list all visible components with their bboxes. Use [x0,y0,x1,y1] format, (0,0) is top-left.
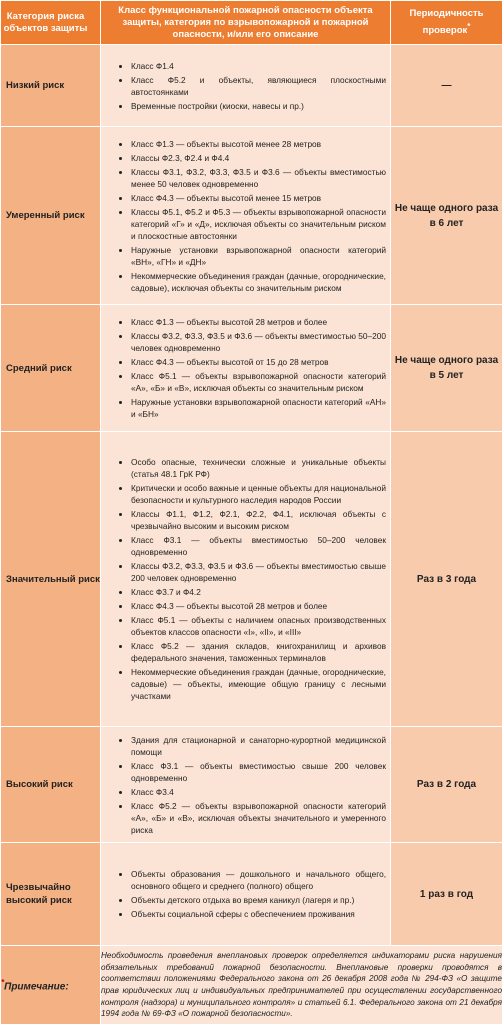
object-class-item: • Здания для стационарной и санаторно-курортной медицинской помощи [131,734,386,758]
object-class-item: • Класс Ф5.2 и объекты, являющиеся плоскостными автостоянками [131,74,386,98]
inspection-period: — [391,45,502,127]
object-class-item: • Наружные установки взрывопожарной опасности категорий «АН» и «БН» [131,396,386,420]
risk-category: Умеренный риск [1,127,101,305]
table-row [1,305,502,432]
object-class-item: • Наружные установки взрывопожарной опасности категорий «ВН», «ГН» и «ДН» [131,244,386,268]
object-class-item: • Класс Ф4.3 — объекты высотой менее 15 метров [131,192,386,204]
table-row [1,432,502,727]
object-class-item: • Класс Ф3.4 [131,786,386,798]
inspection-period: Раз в 2 года [391,727,502,843]
risk-category: Низкий риск [1,45,101,127]
table-row [1,45,502,127]
object-class-item: • Класс Ф1.4 [131,60,386,72]
object-class-item: • Класс Ф4.3 — объекты высотой 28 метров и более [131,600,386,612]
object-class-item: • Класс Ф4.3 — объекты высотой от 15 до 28 метров [131,356,386,368]
note-label-cell [1,946,101,1025]
object-class-item: • Класс Ф1.3 — объекты высотой 28 метров и более [131,316,386,328]
risk-category: Высокий риск [1,727,101,843]
object-class-list [101,316,390,420]
object-class-item: • Классы Ф5.1, Ф5.2 и Ф5.3 — объекты взрывопожарной опасности категорий «Г» и «Д», исключая объекты со значительным риском и плоскостные автостоянки [131,206,386,242]
table-body [1,45,502,1025]
object-class-item: • Класс Ф5.1 — объекты с наличием опасных производственных объектов классов опасности «I», «II», и «III» [131,614,386,638]
object-class-item: • Классы Ф3.1, Ф3.2, Ф3.3, Ф3.5 и Ф3.6 — объекты вместимостью менее 50 человек одновременно [131,166,386,190]
object-class-item: • Класс Ф1.3 — объекты высотой менее 28 метров [131,138,386,150]
table-row [1,727,502,843]
header-risk-category: Категория риска объектов защиты [1,1,101,45]
inspection-period: Не чаще одного раза в 6 лет [391,127,502,305]
object-class-item: • Классы Ф2.3, Ф2.4 и Ф4.4 [131,152,386,164]
note-row [1,946,502,1025]
object-class-item: • Класс Ф5.2 — объекты взрывопожарной опасности категорий «А», «Б» и «В», исключая объекты значительного и умеренного риска [131,800,386,836]
object-class-list [101,60,390,112]
inspection-period: Раз в 3 года [391,432,502,727]
object-class-item: • Классы Ф3.2, Ф3.3, Ф3.5 и Ф3.6 — объекты вместимостью свыше 200 человек одновременно [131,560,386,584]
object-class-item: • Особо опасные, технически сложные и уникальные объекты (статья 48.1 ГрК РФ) [131,456,386,480]
note-label: Примечание: [4,981,69,992]
risk-category: Средний риск [1,305,101,432]
note-text: Необходимость проведения внеплановых проверок определяется индикаторами риска нарушения обязательных требований пожарной безопасности. Внеплановые проверки проводятся в соответствии положениями Федерального закона от 26 декабря 2008 года № 294-ФЗ «О защите прав юридических лиц и индивидуальных предпринимателей при осуществлении государственного контроля (надзора) и муниципального контроля» и статьей 6.1. Федерального закона от 21 декабря 1994 года № 69-ФЗ «О пожарной безопасности». [101,946,502,1025]
inspection-period: 1 раз в год [391,843,502,946]
object-class-cell [101,45,391,127]
header-inspection-period [391,1,502,45]
object-class-item: • Объекты социальной сферы с обеспечением проживания [131,908,386,920]
object-class-item: • Класс Ф3.7 и Ф4.2 [131,586,386,598]
risk-category: Значительный риск [1,432,101,727]
object-class-cell [101,432,391,727]
object-class-list [101,138,390,294]
object-class-item: • Некоммерческие объединения граждан (дачные, огороднические, садовые) — объекты, имеющие общую границу с лесными участками [131,666,386,702]
table-row [1,127,502,305]
object-class-item: • Объекты детского отдыха во время каникул (лагеря и пр.) [131,894,386,906]
header-period-footnote-mark: * [467,22,470,31]
table-header-row [1,1,502,45]
object-class-list [101,734,390,836]
object-class-cell [101,305,391,432]
object-class-cell [101,127,391,305]
object-class-item: • Класс Ф5.1 — объекты взрывопожарной опасности категорий «А», «Б» и «В», исключая объекты со значительным риском [131,370,386,394]
object-class-item: • Критически и особо важные и ценные объекты для национальной безопасности и культурного наследия народов России [131,482,386,506]
risk-category: Чрезвычайно высокий риск [1,843,101,946]
object-class-item: • Объекты образования — дошкольного и начального общего, основного общего и среднего (полного) общего [131,868,386,892]
object-class-item: • Временные постройки (киоски, навесы и пр.) [131,100,386,112]
object-class-item: • Класс Ф5.2 — здания складов, книгохранилищ и архивов федерального значения, таможенных терминалов [131,640,386,664]
header-object-class: Класс функциональной пожарной опасности объекта защиты, категория по взрывопожарной и пожарной опасности, и/или его описание [101,1,391,45]
object-class-list [101,456,390,702]
object-class-item: • Классы Ф3.2, Ф3.3, Ф3.5 и Ф3.6 — объекты вместимостью 50–200 человек одновременно [131,330,386,354]
object-class-cell [101,843,391,946]
object-class-list [101,868,390,920]
object-class-item: • Классы Ф1.1, Ф1.2, Ф2.1, Ф2.2, Ф4.1, исключая объекты с чрезвычайно высоким и высоким риском [131,508,386,532]
note-footnote-mark: * [1,978,4,987]
object-class-item: • Некоммерческие объединения граждан (дачные, огороднические, садовые), исключая объекты со значительным риском [131,270,386,294]
inspection-period: Не чаще одного раза в 5 лет [391,305,502,432]
table-row [1,843,502,946]
object-class-item: • Класс Ф3.1 — объекты вместимостью 50–200 человек одновременно [131,534,386,558]
header-period-label: Периодичность проверок [409,8,483,36]
object-class-cell [101,727,391,843]
object-class-item: • Класс Ф3.1 — объекты вместимостью свыше 200 человек одновременно [131,760,386,784]
